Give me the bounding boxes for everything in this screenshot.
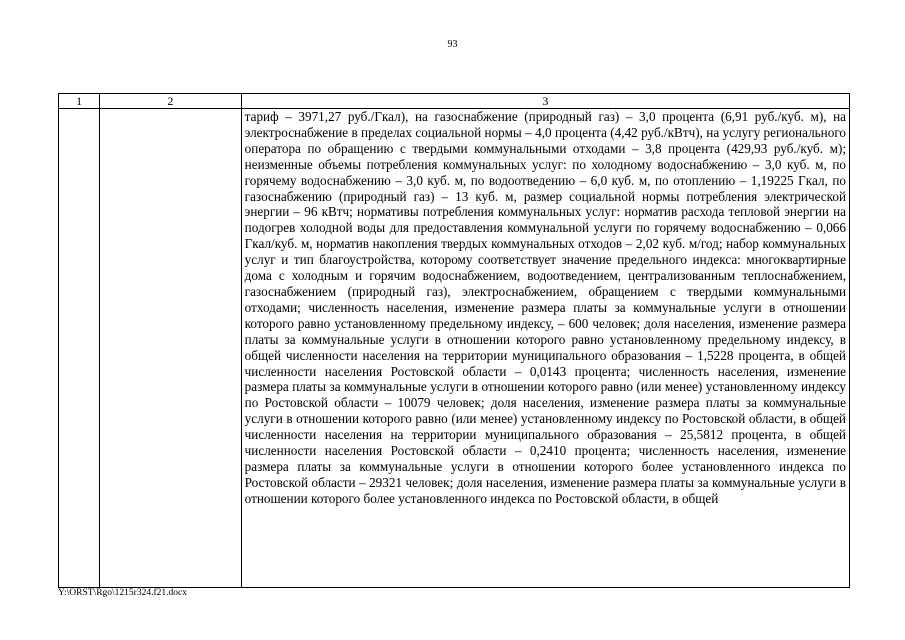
cell-column-3-text: тариф – 3971,27 руб./Гкал), на газоснабжение (природный газ) – 3,0 процента (6,91 руб./куб. м), на электроснабжение в пределах социальной нормы – 4,0 процента (4,42 руб./кВтч), на услугу регионального оператора по обращению с твердыми коммунальными отходами – 3,8 процента (429,93 руб./куб. м); неизменные объемы потребления коммунальных услуг: по холодному водоснабжению – 3,0 куб. м, по горячему водоснабжению – 3,0 куб. м, по водоотведению – 6,0 куб. м, по отоплению – 1,19225 Гкал, по газоснабжению (природный газ) – 13 куб. м, размер социальной нормы потребления электрической энергии – 96 кВтч; нормативы потребления коммунальных услуг: норматив расхода тепловой энергии на подогрев холодной воды для предоставления коммунальной услуги по горячему водоснабжению – 0,066 Гкал/куб. м, норматив накопления твердых коммунальных отходов – 2,02 куб. м/год; набор коммунальных услуг и тип благоустройства, которому соответствует значение предельного индекса: многоквартирные дома с холодным и горячим водоснабжением, водоотведением, централизованным теплоснабжением, газоснабжением (природный газ), электроснабжением, обращением с твердыми коммунальными отходами; численность населения, изменение размера платы за коммунальные услуги в отношении которого равно установленному предельному индексу, – 600 человек; доля населения, изменение размера платы за коммунальные услуги в отношении которого равно установленному предельному индексу, в общей численности населения на территории муниципального образования – 1,5228 процента, в общей численности населения Ростовской области – 0,0143 процента; численность населения, изменение размера платы за коммунальные услуги в отношении которого равно (или менее) установленному индексу по Ростовской области – 10079 человек; доля населения, изменение размера платы за коммунальные услуги в отношении которого равно (или менее) установленному индексу по Ростовской области, в общей численности населения на территории муниципального образования – 25,5812 процента, в общей численности населения Ростовской области – 0,2410 процента; численность населения, изменение размера платы за коммунальные услуги в отношении которого более установленного индекса по Ростовской области – 29321 человек; доля населения, изменение размера платы за коммунальные услуги в отношении которого более установленного индекса по Ростовской области, в общей [241,109,849,588]
page-number: 93 [447,39,458,50]
table-row [59,109,850,588]
table-header-row [59,94,850,109]
footer-file-path: Y:\ORST\Rgo\1215r324.f21.docx [58,588,187,598]
cell-column-2 [100,109,242,588]
cell-column-1 [59,109,100,588]
column-header-3: 3 [241,94,849,109]
column-header-1: 1 [59,94,100,109]
column-header-2: 2 [100,94,242,109]
document-table [58,93,850,588]
